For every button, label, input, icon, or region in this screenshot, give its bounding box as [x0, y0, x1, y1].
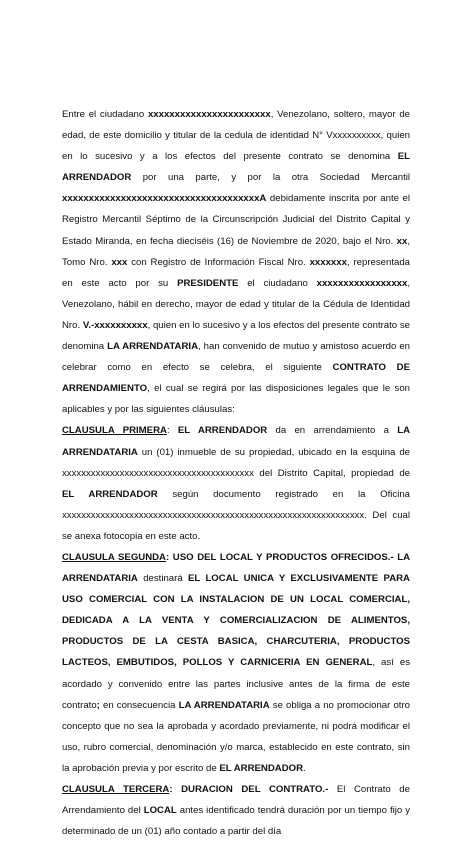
clause-text: , así es acordado y convenido entre las partes inclusive antes de la firma de este contrato	[62, 657, 410, 711]
clause-segunda	[62, 547, 410, 779]
clause-title: : USO DEL LOCAL Y PRODUCTOS OFRECIDOS.- LA ARRENDATARIA	[62, 551, 410, 585]
contract-body	[62, 104, 410, 842]
intro-text: por una parte, y por la otra Sociedad Mercantil	[131, 172, 410, 184]
clause-text: ;	[96, 699, 100, 711]
intro-paragraph	[62, 104, 410, 420]
intro-text: Entre el ciudadano	[62, 109, 148, 120]
party-term: LA ARRENDATARIA	[62, 425, 410, 458]
intro-text: , Venezolano, hábil en derecho, mayor de edad y titular de la Cédula de Identidad Nro.	[62, 277, 411, 331]
clause-heading: CLAUSULA TERCERA	[62, 784, 170, 795]
role-term: PRESIDENTE	[177, 277, 239, 289]
intro-text: , han convenido de mutuo y amistoso acuerdo en celebrar como en efecto se celebra, el siguiente	[62, 341, 410, 374]
clause-text: en consecuencia	[99, 699, 179, 711]
clause-heading: CLAUSULA PRIMERA	[62, 425, 167, 437]
rif-number: xxxxxxx	[309, 256, 347, 268]
clause-heading: CLAUSULA SEGUNDA	[62, 551, 166, 563]
intro-text: , Tomo Nro.	[62, 235, 410, 268]
intro-text: , el cual se regirá por las disposiciones legales que le son aplicables y por las siguientes cláusulas:	[62, 383, 410, 416]
intro-text: el ciudadano	[238, 277, 317, 289]
clause-title: : DURACION DEL CONTRATO.-	[169, 784, 329, 795]
clause-text: El Contrato de Arrendamiento del	[62, 784, 410, 817]
party-term: EL ARRENDADOR	[177, 425, 268, 437]
clause-text: se obliga a no promocionar otro concepto que no sea la aprobada y acordado previamente, ni podrá modificar el uso, rubro comercial, denominación y/o marca, establecido en este contrato, sin la aprobación previa y por escrito de	[62, 699, 410, 774]
registry-number: xx	[396, 235, 408, 247]
clause-text: según documento registrado en la Oficina xxxxxxxxxxxxxxxxxxxxxxxxxxxxxxxxxxxxxxxxxxxxxxxxxxxxxxxxxxxxxxx. Del cual se anexa fotocopia en este acto.	[62, 488, 411, 542]
party-term: LOCAL	[143, 805, 177, 817]
party-term: LA ARRENDATARIA	[107, 341, 199, 353]
party-term: EL ARRENDADOR	[219, 762, 304, 774]
president-name: xxxxxxxxxxxxxxxxx	[316, 277, 408, 289]
id-number: V.-xxxxxxxxxx	[82, 319, 148, 331]
party-term: LA ARRENDATARIA	[178, 699, 270, 711]
intro-text: , quien en lo sucesivo y a los efectos del presente contrato se denomina	[62, 319, 410, 353]
contract-title: CONTRATO DE ARRENDAMIENTO	[62, 362, 410, 395]
clause-text: destinará	[137, 573, 189, 585]
clause-text: :	[166, 425, 178, 437]
intro-text: con Registro de Información Fiscal Nro.	[127, 256, 310, 268]
clause-tercera	[62, 779, 410, 842]
party-term: EL ARRENDADOR	[62, 488, 158, 500]
usage-statement: EL LOCAL UNICA Y EXCLUSIVAMENTE PARA USO COMERCIAL CON LA INSTALACION DE UN LOCAL COMERCIAL, DEDICADA A LA VENTA Y COMERCIALIZACION DE ALIMENTOS, PRODUCTOS DE LA CESTA BASICA, CHARCUTERIA, PRODUCTOS LACTEOS, EMBUTIDOS, POLLOS Y CARNICERIA EN GENERAL	[62, 573, 410, 669]
clause-text: un (01) inmueble de su propiedad, ubicado en la esquina de xxxxxxxxxxxxxxxxxxxxxxxxxxxxxxxxxxxxxxxx del Distrito Capital, propiedad de	[62, 446, 410, 479]
tomo-number: xxx	[111, 256, 128, 268]
clause-primera	[62, 420, 410, 547]
clause-text: .	[303, 762, 306, 774]
intro-text: , representada en este acto por su	[62, 256, 411, 289]
company-name: xxxxxxxxxxxxxxxxxxxxxxxxxxxxxxxxxxxxxA	[62, 193, 267, 205]
intro-text: debidamente inscrita por ante el Registro Mercantil Séptimo de la Circunscripción Judicial del Distrito Capital y Estado Miranda, en fecha dieciséis (16) de Noviembre de 2020, bajo el Nro.	[62, 193, 410, 247]
clause-text: da en arrendamiento a	[267, 425, 398, 437]
intro-text: , Venezolano, soltero, mayor de edad, de este domicilio y titular de la cedula de identidad N° Vxxxxxxxxxx, quien en lo sucesivo y a los efectos del presente contrato se denomina	[62, 109, 410, 163]
party-term: EL ARRENDADOR	[62, 151, 410, 184]
arrendador-name: xxxxxxxxxxxxxxxxxxxxxxx	[147, 109, 271, 120]
clause-text: antes identificado tendrá duración por un tiempo fijo y determinado de un (01) año contado a partir del día	[62, 805, 411, 838]
